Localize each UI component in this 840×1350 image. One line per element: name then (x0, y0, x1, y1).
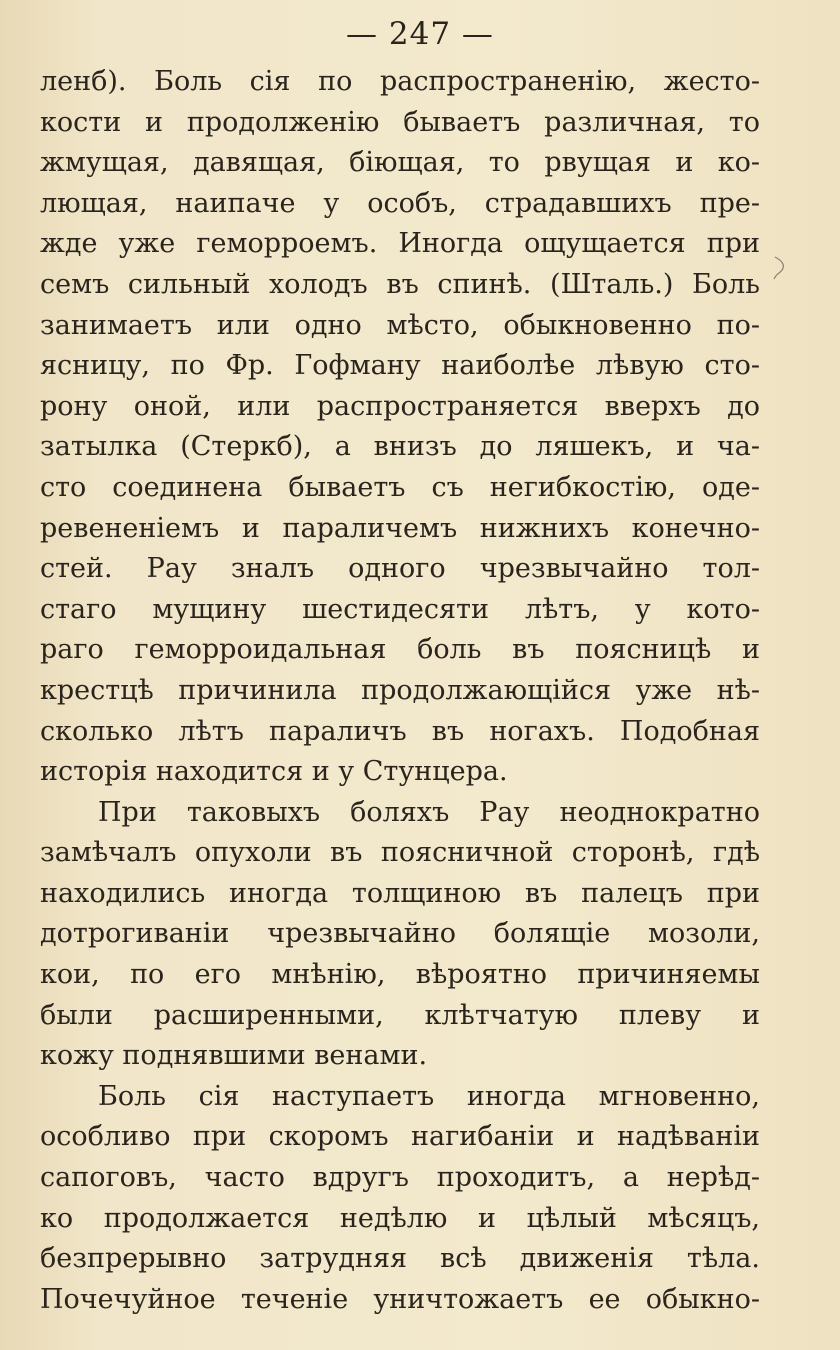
text-line: семъ сильный холодъ въ спинѣ. (Шталь.) Боль (40, 268, 760, 300)
text-line: жде уже геморроемъ. Иногда ощущается при (40, 228, 760, 260)
text-line: особливо при скоромъ нагибаніи и надѣваніи (40, 1121, 760, 1153)
page-number: — 247 — (346, 16, 494, 52)
text-line: крестцѣ причинила продолжающійся уже нѣ- (40, 674, 760, 706)
text-line: стей. Рау зналъ одного чрезвычайно тол- (40, 553, 760, 585)
text-line: сапоговъ, часто вдругъ проходитъ, а нерѣд- (40, 1162, 760, 1194)
text-line: Почечуйное теченіе уничтожаетъ ее обыкно- (40, 1283, 760, 1315)
text-line: кости и продолженію бываетъ различная, то (40, 106, 760, 138)
text-line: безпрерывно затрудняя всѣ движенія тѣла. (40, 1243, 760, 1275)
text-line: дотрогиваніи чрезвычайно болящіе мозоли, (40, 918, 760, 950)
text-line: замѣчалъ опухоли въ поясничной сторонѣ, гдѣ (40, 837, 760, 869)
text-line: были расширенными, клѣтчатую плеву и (40, 999, 760, 1031)
text-line: ревененіемъ и параличемъ нижнихъ конечно- (40, 512, 760, 544)
text-line: исторія находится и у Стунцера. (40, 756, 508, 788)
text-line: лющая, наипаче у особъ, страдавшихъ пре- (40, 187, 760, 219)
paragraph-1 (40, 62, 760, 793)
text-line: При таковыхъ боляхъ Рау неоднократно (98, 796, 760, 828)
text-line: кои, по его мнѣнію, вѣроятно причиняемы (40, 959, 760, 991)
text-line: стаго мущину шестидесяти лѣтъ, у кото- (40, 593, 760, 625)
text-line: кожу поднявшими венами. (40, 1040, 428, 1072)
paragraph-2 (40, 793, 760, 1077)
text-line: жмущая, давящая, біющая, то рвущая и ко- (40, 147, 760, 179)
body-text (40, 62, 760, 1320)
text-line: ленб). Боль сія по распространенію, жесто- (40, 66, 760, 97)
text-line: занимаетъ или одно мѣсто, обыкновенно по- (40, 309, 760, 341)
text-line: Боль сія наступаетъ иногда мгновенно, (98, 1080, 760, 1112)
text-line: ко продолжается недѣлю и цѣлый мѣсяцъ, (40, 1202, 760, 1234)
text-line: рону оной, или распространяется вверхъ до (40, 390, 760, 422)
text-line: ясницу, по Фр. Гофману наиболѣе лѣвую сто- (40, 350, 760, 382)
text-line: находились иногда толщиною въ палецъ при (40, 877, 760, 909)
paragraph-3 (40, 1077, 760, 1321)
pencil-margin-mark (771, 255, 793, 281)
text-line: затылка (Стеркб), а внизъ до ляшекъ, и ча- (40, 431, 760, 463)
text-line: сто соединена бываетъ съ негибкостію, оде- (40, 471, 760, 503)
text-line: раго геморроидальная боль въ поясницѣ и (40, 634, 760, 666)
text-line: сколько лѣтъ параличъ въ ногахъ. Подобная (40, 715, 760, 747)
